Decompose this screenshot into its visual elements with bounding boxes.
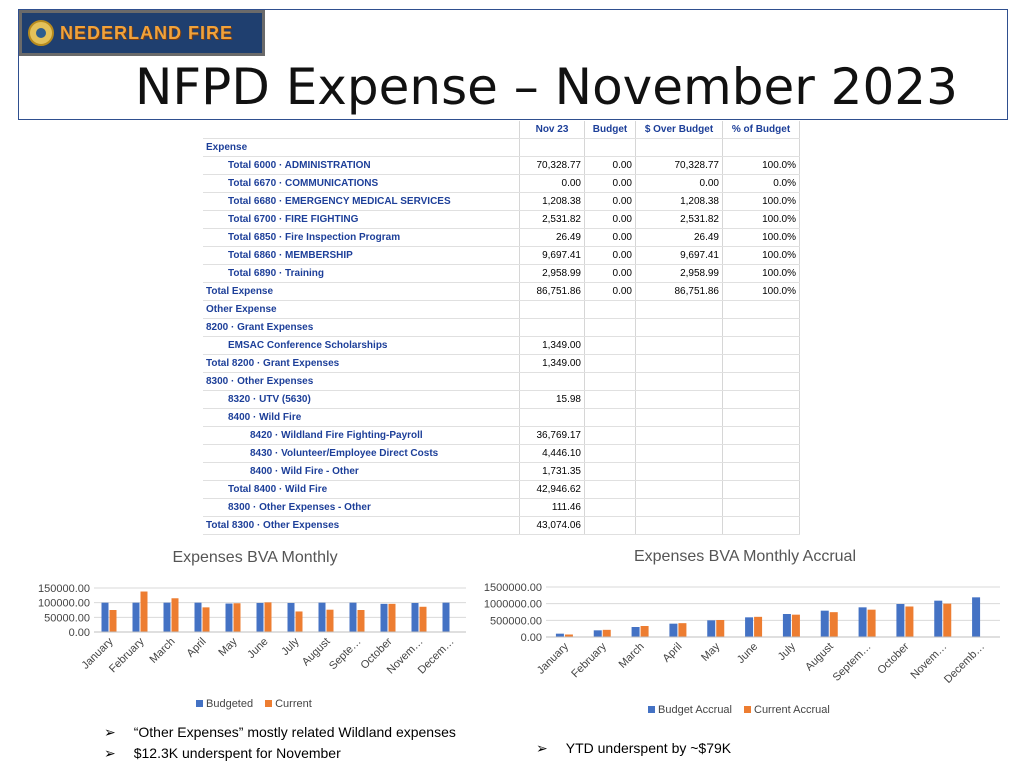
row-value (723, 139, 800, 157)
row-value: 1,208.38 (520, 193, 585, 211)
row-value (636, 139, 723, 157)
bar-current (358, 610, 365, 632)
row-value (585, 481, 636, 499)
row-value (636, 463, 723, 481)
table-row (203, 337, 800, 355)
bar-current (265, 602, 272, 632)
bar-current-accrual (603, 630, 611, 637)
row-value (585, 139, 636, 157)
bar-budget-accrual (896, 604, 904, 637)
row-label: Total 6700 · FIRE FIGHTING (203, 211, 520, 229)
row-value: 86,751.86 (636, 283, 723, 301)
header-label-cell (203, 121, 520, 139)
row-value (585, 301, 636, 319)
x-tick-label: February (107, 635, 147, 676)
row-value: 36,769.17 (520, 427, 585, 445)
row-label: 8320 · UTV (5630) (203, 391, 520, 409)
bar-budgeted (443, 603, 450, 632)
row-value (636, 499, 723, 517)
page-title: NFPD Expense – November 2023 (135, 58, 958, 116)
row-value (636, 319, 723, 337)
bar-current (420, 607, 427, 632)
bar-current-accrual (830, 612, 838, 637)
bar-current-accrual (678, 623, 686, 637)
row-value (723, 391, 800, 409)
bar-current (327, 610, 334, 632)
bar-current-accrual (792, 615, 800, 637)
row-label: 8200 · Grant Expenses (203, 319, 520, 337)
row-value: 86,751.86 (520, 283, 585, 301)
row-value (723, 481, 800, 499)
row-value: 1,349.00 (520, 337, 585, 355)
row-value (520, 373, 585, 391)
row-value (723, 517, 800, 535)
row-value: 2,531.82 (520, 211, 585, 229)
table-row (203, 427, 800, 445)
row-value: 100.0% (723, 157, 800, 175)
row-label: 8400 · Wild Fire (203, 409, 520, 427)
bar-current (203, 607, 210, 632)
x-tick-label: June (734, 640, 761, 666)
accrual-legend (648, 704, 830, 716)
y-tick-label: 1000000.00 (483, 598, 542, 611)
bar-budgeted (350, 603, 357, 632)
x-tick-label: May (699, 640, 723, 664)
legend-item (265, 698, 312, 710)
bar-budgeted (412, 603, 419, 632)
x-tick-label: July (279, 635, 302, 658)
legend-item (196, 698, 253, 710)
row-value: 1,349.00 (520, 355, 585, 373)
table-row (203, 265, 800, 283)
legend-swatch (196, 700, 203, 707)
row-value: 0.00 (585, 283, 636, 301)
legend-item (648, 704, 732, 716)
row-value: 111.46 (520, 499, 585, 517)
legend-item (744, 704, 830, 716)
bar-current (296, 611, 303, 632)
x-tick-label: October (875, 640, 912, 677)
table-row (203, 355, 800, 373)
note-underspent-november (104, 745, 341, 762)
expense-table (203, 121, 800, 535)
monthly-bva-chart (0, 575, 480, 695)
row-value (636, 301, 723, 319)
logo-text: NEDERLAND FIRE (60, 22, 234, 43)
table-header-row (203, 121, 800, 139)
legend-swatch (648, 706, 655, 713)
bar-budget-accrual (707, 620, 715, 637)
bar-budget-accrual (632, 627, 640, 637)
monthly-legend (196, 698, 312, 710)
row-label: Total 6000 · ADMINISTRATION (203, 157, 520, 175)
table-row (203, 193, 800, 211)
row-value: 15.98 (520, 391, 585, 409)
bar-budget-accrual (859, 607, 867, 637)
note-ytd-underspent (536, 740, 731, 757)
x-tick-label: October (358, 635, 395, 672)
arrow-bullet-icon: ➢ (536, 740, 548, 756)
table-row (203, 391, 800, 409)
note-text: $12.3K underspent for November (133, 745, 341, 761)
row-value (636, 409, 723, 427)
row-value: 2,958.99 (636, 265, 723, 283)
row-value: 0.00 (585, 211, 636, 229)
row-value (585, 517, 636, 535)
row-value (520, 139, 585, 157)
row-value (723, 427, 800, 445)
row-label: Total Expense (203, 283, 520, 301)
row-label: Total 6850 · Fire Inspection Program (203, 229, 520, 247)
row-value: 0.00 (520, 175, 585, 193)
bar-budget-accrual (972, 597, 980, 637)
row-label: Total 8200 · Grant Expenses (203, 355, 520, 373)
row-label: 8420 · Wildland Fire Fighting-Payroll (203, 427, 520, 445)
row-value: 26.49 (636, 229, 723, 247)
x-tick-label: Novem… (908, 640, 950, 682)
row-label: Expense (203, 139, 520, 157)
row-label: EMSAC Conference Scholarships (203, 337, 520, 355)
x-tick-label: Novem… (384, 635, 426, 677)
table-row (203, 247, 800, 265)
bar-budgeted (381, 604, 388, 632)
legend-label: Budget Accrual (658, 704, 732, 716)
row-value (585, 337, 636, 355)
x-tick-label: January (79, 635, 116, 672)
row-value (723, 355, 800, 373)
x-tick-label: April (184, 635, 209, 660)
row-label: 8300 · Other Expenses (203, 373, 520, 391)
table-row (203, 139, 800, 157)
x-tick-label: Decem… (415, 635, 457, 677)
row-value: 0.00 (636, 175, 723, 193)
legend-label: Current (275, 698, 312, 710)
row-value: 9,697.41 (520, 247, 585, 265)
accrual-bva-chart (470, 575, 1020, 695)
x-tick-label: August (299, 635, 333, 669)
bar-current-accrual (641, 626, 649, 637)
table-row (203, 409, 800, 427)
bar-budgeted (164, 603, 171, 632)
bar-budget-accrual (594, 630, 602, 637)
table-row (203, 517, 800, 535)
row-value (585, 373, 636, 391)
bar-budgeted (288, 603, 295, 632)
column-header: Nov 23 (520, 121, 585, 139)
bar-budget-accrual (821, 611, 829, 637)
x-tick-label: Septem… (830, 640, 874, 684)
row-value (585, 319, 636, 337)
x-tick-label: April (660, 640, 685, 665)
table-row (203, 319, 800, 337)
note-text: YTD underspent by ~$79K (565, 740, 732, 756)
row-label: Total 8400 · Wild Fire (203, 481, 520, 499)
row-value (520, 301, 585, 319)
column-header: % of Budget (723, 121, 800, 139)
row-value: 0.00 (585, 229, 636, 247)
bar-budgeted (226, 604, 233, 632)
row-value: 100.0% (723, 247, 800, 265)
row-value: 70,328.77 (636, 157, 723, 175)
row-value (723, 409, 800, 427)
row-value: 4,446.10 (520, 445, 585, 463)
row-value (585, 445, 636, 463)
row-value (723, 301, 800, 319)
row-value (636, 481, 723, 499)
row-value: 0.00 (585, 247, 636, 265)
bar-current (172, 598, 179, 632)
row-value: 100.0% (723, 283, 800, 301)
row-value: 2,958.99 (520, 265, 585, 283)
arrow-bullet-icon: ➢ (104, 724, 116, 740)
x-tick-label: March (616, 640, 647, 671)
row-value: 2,531.82 (636, 211, 723, 229)
x-tick-label: Decemb… (941, 640, 988, 686)
note-other-expenses (104, 724, 456, 741)
bar-budgeted (195, 603, 202, 632)
row-value (723, 445, 800, 463)
table-row (203, 499, 800, 517)
row-value (585, 499, 636, 517)
row-value: 1,731.35 (520, 463, 585, 481)
row-label: Total 8300 · Other Expenses (203, 517, 520, 535)
y-tick-label: 100000.00 (38, 597, 90, 610)
x-tick-label: Septe… (327, 635, 364, 673)
row-value (585, 427, 636, 445)
row-value: 0.00 (585, 265, 636, 283)
table-row (203, 445, 800, 463)
title-frame (18, 9, 1008, 120)
y-tick-label: 500000.00 (490, 615, 542, 628)
row-value: 100.0% (723, 211, 800, 229)
row-value: 42,946.62 (520, 481, 585, 499)
table-row (203, 175, 800, 193)
bar-budgeted (133, 603, 140, 632)
bar-current (389, 604, 396, 632)
row-value: 70,328.77 (520, 157, 585, 175)
row-value: 0.00 (585, 157, 636, 175)
row-value: 26.49 (520, 229, 585, 247)
y-tick-label: 0.00 (68, 627, 90, 639)
bar-current-accrual (905, 607, 913, 638)
y-tick-label: 0.00 (520, 632, 542, 644)
bar-current-accrual (943, 604, 951, 637)
y-tick-label: 1500000.00 (483, 582, 542, 594)
table-row (203, 283, 800, 301)
row-value (636, 427, 723, 445)
x-tick-label: June (245, 635, 271, 661)
row-value (636, 355, 723, 373)
row-value (723, 373, 800, 391)
row-value (723, 319, 800, 337)
legend-swatch (265, 700, 272, 707)
chart-title-monthly: Expenses BVA Monthly (172, 549, 338, 566)
table-row (203, 481, 800, 499)
column-header: $ Over Budget (636, 121, 723, 139)
column-header: Budget (585, 121, 636, 139)
row-value (636, 517, 723, 535)
table-row (203, 211, 800, 229)
bar-current-accrual (754, 617, 762, 637)
bar-budget-accrual (783, 614, 791, 637)
bar-current (234, 603, 241, 632)
legend-swatch (744, 706, 751, 713)
row-value (723, 499, 800, 517)
y-tick-label: 150000.00 (38, 583, 90, 595)
arrow-bullet-icon: ➢ (104, 745, 116, 761)
row-value (636, 391, 723, 409)
fire-seal-icon (28, 20, 54, 46)
note-text: “Other Expenses” mostly related Wildland expenses (133, 724, 456, 740)
row-value (723, 463, 800, 481)
row-label: Total 6670 · COMMUNICATIONS (203, 175, 520, 193)
row-value (636, 445, 723, 463)
bar-current (110, 610, 117, 632)
row-value: 100.0% (723, 229, 800, 247)
bar-budget-accrual (934, 601, 942, 637)
row-value (585, 409, 636, 427)
bar-current-accrual (716, 620, 724, 637)
nederland-fire-logo (19, 10, 265, 56)
chart-title-accrual: Expenses BVA Monthly Accrual (633, 548, 857, 565)
row-label: Total 6860 · MEMBERSHIP (203, 247, 520, 265)
row-value (723, 337, 800, 355)
x-tick-label: May (216, 635, 240, 659)
y-tick-label: 50000.00 (44, 612, 90, 625)
row-value: 0.00 (585, 193, 636, 211)
row-value: 100.0% (723, 193, 800, 211)
row-label: Total 6890 · Training (203, 265, 520, 283)
row-value: 0.00 (585, 175, 636, 193)
row-value: 9,697.41 (636, 247, 723, 265)
table-row (203, 301, 800, 319)
x-tick-label: March (147, 635, 178, 666)
bar-budget-accrual (669, 624, 677, 637)
legend-label: Current Accrual (754, 704, 830, 716)
bar-current (141, 592, 148, 632)
bar-budget-accrual (745, 617, 753, 637)
row-label: 8300 · Other Expenses - Other (203, 499, 520, 517)
table-row (203, 373, 800, 391)
bar-budgeted (257, 603, 264, 632)
row-value (520, 409, 585, 427)
row-value: 100.0% (723, 265, 800, 283)
bar-budgeted (319, 603, 326, 632)
table-row (203, 229, 800, 247)
row-label: Other Expense (203, 301, 520, 319)
row-label: 8400 · Wild Fire - Other (203, 463, 520, 481)
row-value (636, 373, 723, 391)
x-tick-label: August (803, 640, 836, 674)
x-tick-label: July (775, 640, 799, 663)
row-label: Total 6680 · EMERGENCY MEDICAL SERVICES (203, 193, 520, 211)
row-value (585, 355, 636, 373)
row-value: 43,074.06 (520, 517, 585, 535)
table-row (203, 463, 800, 481)
row-value (520, 319, 585, 337)
row-value (585, 463, 636, 481)
x-tick-label: January (534, 640, 572, 677)
x-tick-label: February (569, 640, 609, 681)
row-value: 0.0% (723, 175, 800, 193)
bar-budgeted (102, 603, 109, 632)
row-value: 1,208.38 (636, 193, 723, 211)
row-value (585, 391, 636, 409)
legend-label: Budgeted (206, 698, 254, 710)
table-row (203, 157, 800, 175)
row-label: 8430 · Volunteer/Employee Direct Costs (203, 445, 520, 463)
bar-current-accrual (868, 610, 876, 637)
row-value (636, 337, 723, 355)
